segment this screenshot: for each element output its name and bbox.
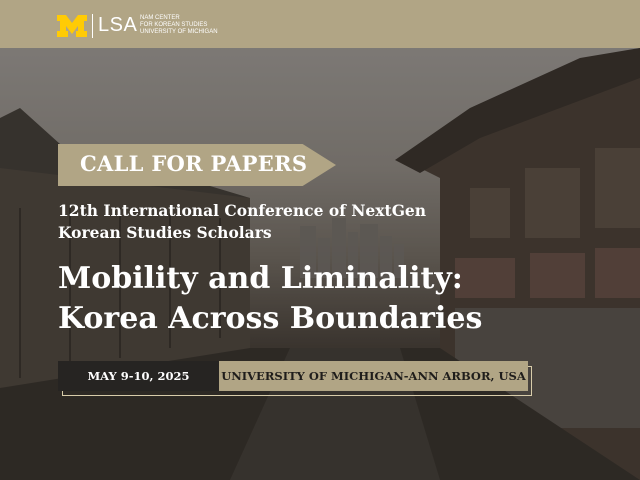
- logo-divider: [92, 14, 93, 38]
- header-bar: [0, 0, 640, 48]
- location-box: [219, 361, 528, 391]
- subtitle-line-2: Korean Studies Scholars: [58, 223, 272, 242]
- title-line-2: Korea Across Boundaries: [58, 301, 483, 336]
- conference-subtitle: [58, 200, 478, 244]
- nam-center-wordmark: [140, 15, 218, 36]
- lsa-logo-text: LSA: [98, 14, 138, 36]
- conference-title: [58, 259, 598, 339]
- event-location: UNIVERSITY OF MICHIGAN-ANN ARBOR, USA: [221, 369, 526, 383]
- michigan-block-m-icon: [57, 15, 87, 37]
- wordmark-line-3: UNIVERSITY OF MICHIGAN: [140, 29, 218, 35]
- event-date: MAY 9-10, 2025: [87, 369, 190, 383]
- title-line-1: Mobility and Liminality:: [58, 261, 463, 296]
- wordmark-line-1: NAM CENTER: [140, 15, 180, 21]
- wordmark-line-2: FOR KOREAN STUDIES: [140, 22, 208, 28]
- call-for-papers-label: CALL FOR PAPERS: [80, 151, 308, 176]
- date-box: [58, 361, 219, 391]
- subtitle-line-1: 12th International Conference of NextGen: [58, 201, 427, 220]
